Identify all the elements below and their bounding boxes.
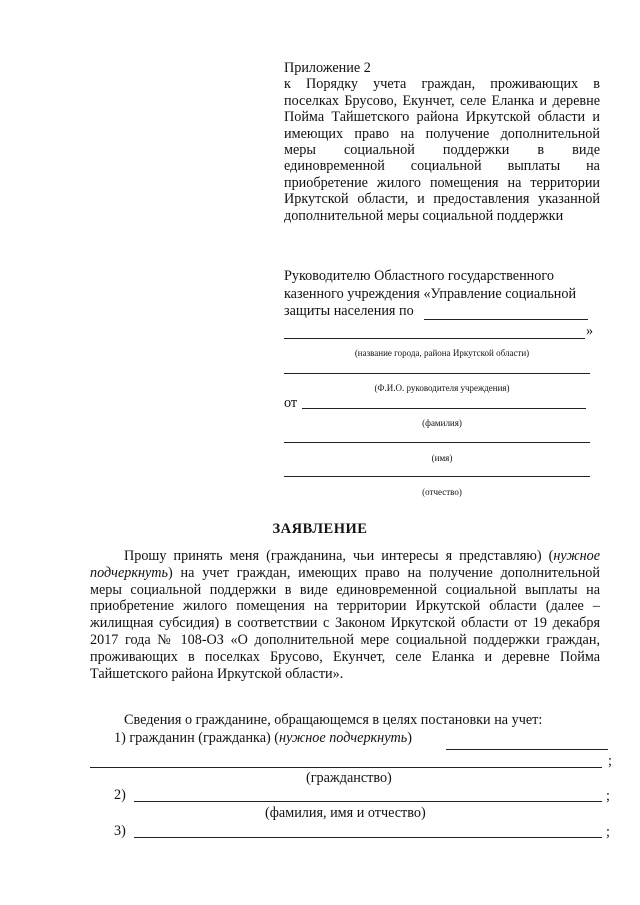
city-district-line[interactable] xyxy=(284,338,585,339)
fio-line[interactable] xyxy=(134,801,602,802)
quote-close: » xyxy=(586,323,594,339)
citizen-gender-line[interactable] xyxy=(446,749,608,750)
appendix-title: Приложение 2 xyxy=(284,60,371,76)
caption-surname: (фамилия) xyxy=(422,418,462,428)
appendix-text: к Порядку учета граждан, проживающих в поселках Брусово, Екунчет, селе Еланка и деревне Пойма Тайшетского района Иркутской области и имеющих право на получение дополнительной меры социальной поддержки в виде единовременной социальной выплаты на приобретение жилого помещения на территории Иркутской области, и предоставления указанной дополнительной меры социальной поддержки xyxy=(284,76,600,224)
info-intro: Сведения о гражданине, обращающемся в целях постановки на учет: xyxy=(124,712,543,728)
document-heading: ЗАЯВЛЕНИЕ xyxy=(272,521,368,537)
semicolon-3: ; xyxy=(606,824,610,840)
caption-patronymic: (отчество) xyxy=(422,487,462,497)
semicolon-2: ; xyxy=(606,788,610,804)
item-1-close: ) xyxy=(407,730,412,746)
item-3-number: 3) xyxy=(114,823,126,839)
from-label: от xyxy=(284,395,298,411)
department-city-line[interactable] xyxy=(424,319,588,320)
application-paragraph xyxy=(90,548,600,682)
citizenship-line[interactable] xyxy=(90,767,602,768)
name-line[interactable] xyxy=(284,442,590,443)
head-name-line[interactable] xyxy=(284,373,590,374)
item-3-line[interactable] xyxy=(134,837,602,838)
addressee-line-2: казенного учреждения «Управление социальной xyxy=(284,285,577,302)
item-1-text: 1) гражданин (гражданка) ( xyxy=(114,730,280,746)
addressee-line-1: Руководителю Областного государственного xyxy=(284,268,554,284)
underline-hint: нужное подчеркнуть xyxy=(90,548,600,581)
caption-head: (Ф.И.О. руководителя учреждения) xyxy=(374,383,510,393)
caption-city: (название города, района Иркутской области) xyxy=(354,348,530,358)
addressee-line-3: защиты населения по xyxy=(284,303,414,319)
paragraph-part-1: Прошу принять меня (гражданина, чьи интересы я представляю) ( xyxy=(124,548,554,564)
item-1-label xyxy=(114,730,412,747)
patronymic-line[interactable] xyxy=(284,476,590,477)
caption-citizenship: (гражданство) xyxy=(306,770,392,786)
paragraph-part-2: ) на учет граждан, имеющих право на получение дополнительной меры социальной поддержки в виде единовременной социальной выплаты на приобретение жилого помещения на территории Иркутской области (далее – жилищная субсидия) в соответствии с Законом Иркутской области от 19 декабря 2017 года № 108-ОЗ «О дополнительной мере социальной поддержки граждан, проживающих в поселках Брусово, Екунчет, селе Еланка и деревне Пойма Тайшетского района Иркутской области». xyxy=(90,564,600,682)
addressee-block xyxy=(284,268,600,321)
semicolon-1a: ; xyxy=(608,753,612,769)
appendix-block xyxy=(284,60,600,224)
item-2-number: 2) xyxy=(114,787,126,803)
caption-fio: (фамилия, имя и отчество) xyxy=(265,805,426,821)
item-1-hint: нужное подчеркнуть xyxy=(279,730,408,746)
caption-name: (имя) xyxy=(431,453,453,463)
surname-line[interactable] xyxy=(302,408,586,409)
